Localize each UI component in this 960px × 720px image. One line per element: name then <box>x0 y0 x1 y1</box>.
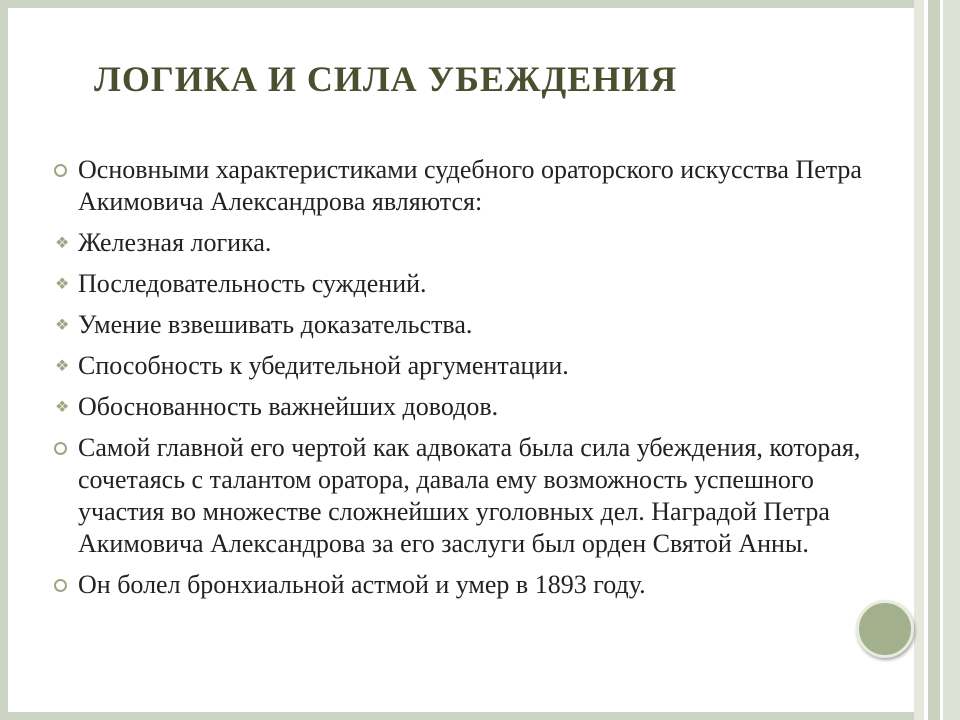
diamond-bullet-icon: ❖ <box>55 317 70 334</box>
list-item-text: Способность к убедительной аргументации. <box>78 351 569 380</box>
circle-bullet-icon <box>54 442 67 455</box>
list-item <box>52 309 882 341</box>
list-item <box>52 268 882 300</box>
bullet-list <box>52 154 882 610</box>
diamond-bullet-icon: ❖ <box>55 399 70 416</box>
list-item <box>52 432 882 560</box>
decorative-side-stripes <box>914 0 960 720</box>
circle-bullet-icon <box>54 579 67 592</box>
list-item <box>52 569 882 601</box>
slide-title: ЛОГИКА И СИЛА УБЕЖДЕНИЯ <box>94 59 678 99</box>
circle-bullet-icon <box>54 164 67 177</box>
list-item-text: Обоснованность важнейших доводов. <box>78 392 499 421</box>
list-item <box>52 227 882 259</box>
diamond-bullet-icon: ❖ <box>55 235 70 252</box>
list-item-text: Основными характеристиками судебного ораторского искусства Петра Акимовича Александрова являются: <box>78 155 862 216</box>
diamond-bullet-icon: ❖ <box>55 358 70 375</box>
list-item-text: Самой главной его чертой как адвоката была сила убеждения, которая, сочетаясь с талантом оратора, давала ему возможность успешного участия во множестве сложнейших уголовных дел. Наградой Петра Акимовича Александрова за его заслуги был орден Святой Анны. <box>78 433 861 558</box>
list-item <box>52 154 882 218</box>
list-item-text: Железная логика. <box>78 228 272 257</box>
list-item <box>52 391 882 423</box>
list-item <box>52 350 882 382</box>
diamond-bullet-icon: ❖ <box>55 276 70 293</box>
list-item-text: Он болел бронхиальной астмой и умер в 1893 году. <box>78 570 646 599</box>
list-item-text: Умение взвешивать доказательства. <box>78 310 473 339</box>
list-item-text: Последовательность суждений. <box>78 269 427 298</box>
decorative-circle <box>856 600 914 658</box>
